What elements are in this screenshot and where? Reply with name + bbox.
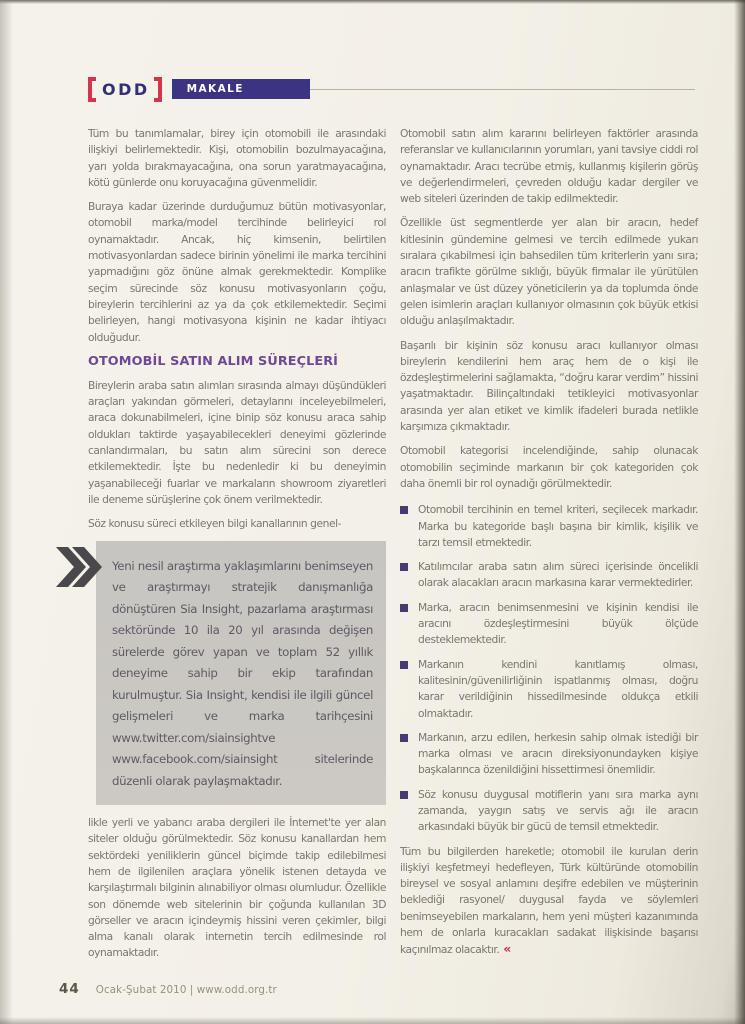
list-item-text: Katılımcılar araba satın alım süreci içerisinde öncelikli olarak alacakları aracın markasına karar vermektedirler. bbox=[418, 560, 698, 590]
header-rule bbox=[310, 89, 695, 90]
paragraph: Otomobil kategorisi incelendiğinde, sahip olunacak otomobilin seçiminde markanın bir çok kategoriden çok daha önemli bir rol oynadığı görülmektedir. bbox=[400, 444, 698, 490]
list-item-text: Söz konusu duygusal motiflerin yanı sıra marka aynı zamanda, yaygın satış ve servis ağı ile aracın arkasındaki büyük bir gücü de temsil etmektedir. bbox=[418, 787, 698, 834]
article-end-marker-icon: « bbox=[503, 941, 510, 957]
logo-bracket-left-icon bbox=[88, 77, 96, 102]
list-item bbox=[400, 730, 698, 779]
list-item bbox=[400, 657, 698, 722]
paragraph: Tüm bu tanımlamalar, birey için otomobili ile arasındaki ilişkiyi belirlemektedir. Kişi, otomobilin bozulmayacağına, yarı yolda bırakmayacağına, ona sorun yaratmayacağına, kötü günlerde onu koruyacağına güvenmelidir. bbox=[88, 127, 386, 189]
list-item bbox=[400, 600, 698, 649]
paragraph: Başarılı bir kişinin söz konusu aracı kullanıyor olması bireylerin kendilerini hem araç hem de o kişi ile özdeşleştirmelerini sağlamakta, “doğru karar verdim” hissini yaşatmaktadır. Bilinçaltındaki tetikleyici motivasyonlar arasında yer alan etiket ve kimlik ifadeleri burada netlikle karşımıza çıkmaktadır. bbox=[400, 338, 698, 434]
scan-edge-top bbox=[0, 0, 745, 4]
scan-edge-right bbox=[734, 0, 745, 1024]
list-item bbox=[400, 502, 698, 551]
pull-quote-text: Yeni nesil araştırma yaklaşımlarını benimseyen ve araştırmayı stratejik danışmanlığa dönüştüren Sia Insight, pazarlama araştırması sektöründe 10 ila 20 yıl arasında değişen sürelerde görev yapan ve toplam 52 yıllık deneyime sahip bir ekip tarafından kurulmuştur. Sia Insight, kendisi ile ilgili güncel gelişmeleri ve marka tarihçesini www.twitter.com/siainsightve www.facebook.com/siainsight sitelerinde düzenli olarak paylaşmaktadır. bbox=[112, 558, 373, 788]
paragraph: Otomobil satın alım kararını belirleyen faktörler arasında referanslar ve kullanıcılarının yorumları, yani tavsiye ciddi rol oynamaktadır. Aracı tecrübe etmiş, kullanmış kişilerin görüş ve değerlendirmeleri, çevreden olduğu kadar dergiler ve web siteleri üzerinden de takip edilmektedir. bbox=[400, 127, 698, 206]
paragraph: likle yerli ve yabancı araba dergileri ile İnternet'te yer alan siteler olduğu görülmektedir. Söz konusu kanallardan hem sektördeki yeniliklerin güncel biçimde takip edilebilmesi hem de ilgilenilen araçlara yönelik istenen detayda ve karşılaştırmalı bilginin alınabiliyor olması olumludur. Özellikle son dönemde web sitelerinin bir çoğunda kullanılan 3D görseller ve aracın içindeymiş hissini veren çekimler, bilgi alma kanalı olarak internetin tercih edilmesinde rol oynamaktadır. bbox=[88, 816, 386, 960]
logo-text: ODD bbox=[102, 79, 150, 99]
square-bullet-icon bbox=[400, 661, 408, 669]
page-footer bbox=[59, 981, 277, 997]
double-chevron-icon bbox=[56, 547, 102, 587]
list-item-text: Marka, aracın benimsenmesini ve kişinin kendisi ile aracını özdeşleştirmesini büyük ölçüde desteklemektedir. bbox=[418, 600, 698, 647]
right-column bbox=[400, 126, 698, 970]
closing-paragraph bbox=[400, 844, 698, 959]
page-number: 44 bbox=[59, 981, 80, 997]
list-item-text: Otomobil tercihinin en temel kriteri, seçilecek markadır. Marka bu kategoride başlı başına bir kimlik, kişilik ve tarzı temsil etmektedir. bbox=[418, 503, 698, 549]
issue-info: Ocak-Şubat 2010 | www.odd.org.tr bbox=[95, 984, 277, 996]
left-column bbox=[88, 126, 386, 970]
square-bullet-icon bbox=[400, 734, 408, 742]
paragraph: Özellikle üst segmentlerde yer alan bir aracın, hedef kitlesinin gündemine gelmesi ve tercih edilmede yukarı sıralara çıkabilmesi için bahsedilen tüm kriterlerin yanı sıra; aracın trafikte görülme sıklığı, büyük firmalar ile yürütülen anlaşmalar ve üst düzey yöneticilerin ya da toplumda önde gelen isimlerin araçları kullanıyor olmasının çok büyük etkisi olduğu anlaşılmaktadır. bbox=[400, 216, 698, 328]
list-item-text: Markanın, arzu edilen, herkesin sahip olmak istediği bir marka olması ve aracın direksiyonundayken kişiye başkalarınca özenildiğini hissettirmesi önemlidir. bbox=[418, 730, 698, 777]
list-item-text: Markanın kendini kanıtlamış olması, kalitesinin/güvenilirliğinin ispatlanmış olması, doğru karar verildiğinin hissedilmesinde oldukça etkili olmaktadır. bbox=[418, 657, 698, 720]
square-bullet-icon bbox=[400, 563, 408, 571]
square-bullet-icon bbox=[400, 604, 408, 612]
paragraph: Söz konusu süreci etkileyen bilgi kanallarının genel- bbox=[88, 517, 342, 531]
closing-paragraph-text: Tüm bu bilgilerden hareketle; otomobil ile kurulan derin ilişkiyi keşfetmeyi hedefleyen, Türk kültüründe otomobilin bireysel ve sosyal anlamını deşifre edebilen ve müşterinin beklediği rasyonel/ duygusal fayda ve söylemleri benimseyebilen markaların, hem yeni müşteri kazanımında hem de onlarla kuracakları sadakat ilişkisinde başarısı kaçınılmaz olacaktır. bbox=[400, 844, 698, 957]
logo-bracket-right-icon bbox=[154, 77, 162, 102]
section-label-bar: MAKALE bbox=[172, 79, 310, 99]
list-item bbox=[400, 787, 698, 836]
paragraph: Buraya kadar üzerinde durduğumuz bütün motivasyonlar, otomobil marka/model tercihinde belirleyici rol oynamaktadır. Ancak, hiç kimsenin, belirtilen motivasyonlardan sadece birinin yönelimi ile marka tercihini yapmadığını göz önüne almak gerekmektedir. Komplike seçim sürecinde söz konusu motivasyonların çoğu, bireylerin tercihlerini az ya da çok etkilemektedir. Seçimi belirleyen, hangi motivasyona kişinin ne kadar ihtiyacı olduğudur. bbox=[88, 200, 386, 344]
paragraph: Bireylerin araba satın alımları sırasında almayı düşündükleri araçları yakından görmeleri, detaylarını inceleyebilmeleri, araca dokunabilmeleri, içine binip söz konusu araca sahip oldukları taktirde yaşayabilecekleri deneyimi gözlerinde canlandırmaları, bu satın alım sürecini son derece etkilemektedir. İşte bu nedenledir ki bu deneyimin yaşanabileceği fuarlar ve markaların showroom ziyaretleri ile deneme sürüşlerine çok önem verilmektedir. bbox=[88, 378, 386, 506]
scan-edge-bottom bbox=[0, 1017, 745, 1024]
odd-logo bbox=[88, 76, 162, 102]
page-header bbox=[88, 76, 695, 102]
section-heading: OTOMOBİL SATIN ALIM SÜREÇLERİ bbox=[88, 353, 339, 369]
bullet-list bbox=[400, 502, 698, 835]
list-item bbox=[400, 559, 698, 592]
scan-edge-left bbox=[0, 0, 13, 1024]
article-body bbox=[88, 126, 698, 970]
square-bullet-icon bbox=[400, 506, 408, 514]
pull-quote-box bbox=[96, 541, 386, 806]
square-bullet-icon bbox=[400, 791, 408, 799]
